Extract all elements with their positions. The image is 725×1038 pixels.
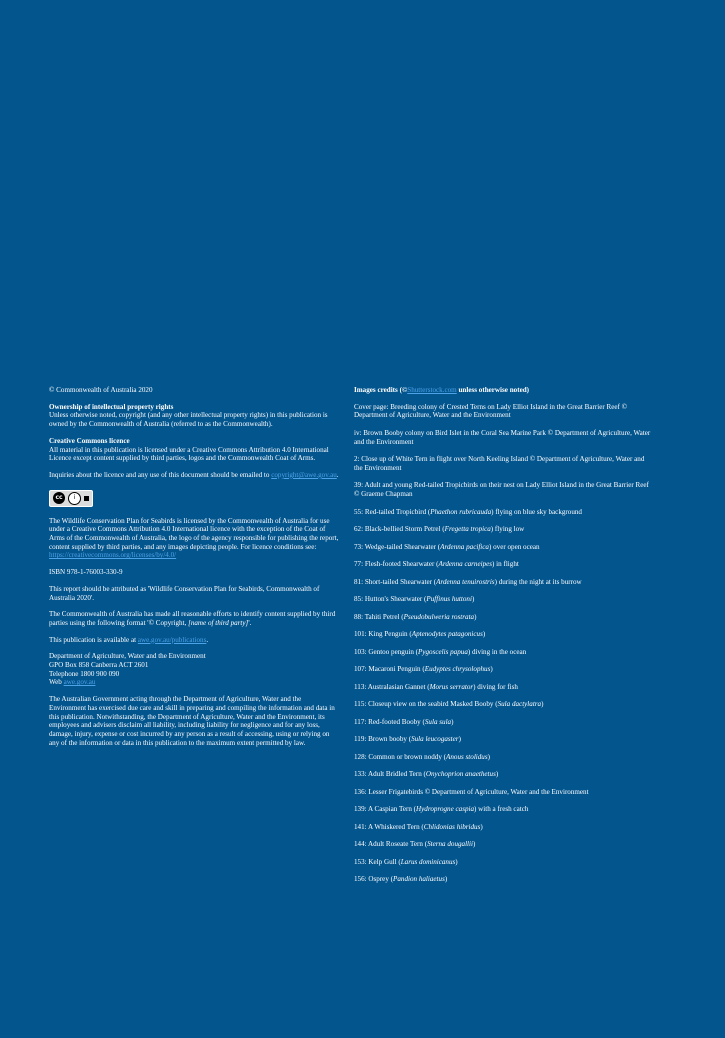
credit-item [354, 455, 654, 472]
credit-item [354, 613, 654, 622]
credit-text: 88: Tahiti Petrel ( [354, 612, 404, 621]
credit-scientific-name: Ardenna tenuirostris [436, 577, 495, 586]
credit-item [354, 683, 654, 692]
credit-text: 139: A Caspian Tern ( [354, 805, 417, 814]
credit-item [354, 700, 654, 709]
credit-text: Cover page: Breeding colony of Crested Terns on Lady Elliot Island in the Great Barrier Reef © Department of Agriculture, Water and the Environment [354, 402, 628, 420]
credit-item [354, 770, 654, 779]
credit-scientific-name: Sula dactylatra [497, 700, 542, 709]
credit-text: 101: King Penguin ( [354, 630, 412, 639]
cc-badge-strip [84, 496, 89, 501]
credits-list [354, 403, 654, 884]
credit-text-end: ) in flight [492, 560, 519, 569]
ownership-section [49, 403, 339, 429]
credit-text: 156: Osprey ( [354, 875, 394, 884]
credit-item [354, 648, 654, 657]
credit-text-end: ) over open ocean [488, 542, 540, 551]
credit-text: 2: Close up of White Tern in flight over North Keeling Island © Department of Agriculture, Water and the Environment [354, 455, 645, 472]
credit-text: 55: Red-tailed Tropicbird ( [354, 507, 431, 516]
credit-item [354, 508, 654, 517]
web-link[interactable]: awe.gov.au [63, 678, 96, 687]
credit-text-end: ) [455, 857, 458, 866]
credit-item [354, 788, 654, 797]
credit-text-end: ) diving for fish [473, 682, 518, 691]
credit-text: 103: Gentoo penguin ( [354, 647, 419, 656]
credit-text-end: ) [444, 875, 448, 884]
credit-item [354, 718, 654, 727]
credit-text: 141: A Whiskered Tern ( [354, 822, 424, 831]
credit-text: iv: Brown Booby colony on Bird Islet in the Coral Sea Marine Park © Department of Agriculture, Water and the Environment [354, 428, 651, 446]
licence-paragraph [49, 517, 339, 561]
inquiries-text: Inquiries about the licence and any use of this document should be emailed to [49, 470, 270, 479]
credit-item [354, 560, 654, 569]
image-credits-heading: Images credits [354, 386, 398, 394]
credit-scientific-name: Puffinus huttoni [426, 595, 472, 604]
credit-text-end: ) [490, 665, 493, 674]
credit-scientific-name: Hydroprogne caspia [416, 805, 475, 814]
licence-text: The Wildlife Conservation Plan for Seabirds is licensed by the Commonwealth of Australia for use under a Creative Commons Attribution 4.0 International licence with the exception of the Coat of Arms of the Commonwealth of Australia, the logo of the agency responsible for publishing the report, content supplied by third parties, and any images depicting people. For licence conditions see: [49, 516, 339, 551]
web-label: Web [49, 678, 62, 687]
credit-scientific-name: Onychoprion anaethetus [425, 770, 496, 779]
credit-item [354, 630, 654, 639]
credit-text-end: ) [480, 822, 483, 831]
image-credits-heading-close: unless otherwise noted) [456, 386, 530, 394]
credit-text: 113: Australasian Gannet ( [354, 682, 430, 691]
inquiries-paragraph [49, 471, 339, 480]
credit-scientific-name: Ardenna carneipes [438, 560, 493, 569]
credit-text-end: ) [451, 717, 454, 726]
credit-item [354, 735, 654, 744]
credit-text: 77: Flesh-footed Shearwater ( [354, 560, 439, 569]
licence-link[interactable]: https://creativecommons.org/licenses/by/4.0/ [49, 551, 177, 560]
credit-item [354, 429, 654, 446]
credit-text: 115: Closeup view on the seabird Masked Booby ( [354, 700, 498, 709]
image-credits-column [354, 386, 654, 893]
credit-text-end: ) [482, 630, 486, 639]
copyright-email-link[interactable]: copyright@awe.gov.au [271, 470, 337, 479]
credit-scientific-name: Eudyptes chrysolophus [424, 665, 491, 674]
dept-line: GPO Box 858 Canberra ACT 2601 [49, 661, 149, 670]
credit-text-end: ) [472, 840, 476, 849]
cc-licence-text: All material in this publication is licensed under a Creative Commons Attribution 4.0 International Licence except content supplied by third parties, logos and the Commonwealth Coat of Arms. [49, 445, 329, 463]
credit-text: 153: Kelp Gull ( [354, 857, 401, 866]
credit-scientific-name: Fregetta tropica [444, 525, 491, 534]
credit-text: 117: Red-footed Booby ( [354, 717, 425, 726]
image-credits-heading-open: (© [397, 386, 408, 394]
isbn: ISBN 978-1-76003-330-9 [49, 568, 123, 577]
credit-text-end: ) with a fresh catch [474, 805, 529, 814]
credit-scientific-name: Chlidonias hibridus [423, 822, 481, 831]
shutterstock-link[interactable]: Shutterstock.com [407, 386, 457, 394]
credit-text: 144: Adult Roseate Tern ( [354, 840, 428, 849]
credit-item [354, 840, 654, 849]
credit-text: 62: Black-bellied Storm Petrel ( [354, 525, 445, 534]
credit-scientific-name: Sula leucogaster [411, 735, 459, 744]
credit-text: 128: Common or brown noddy ( [354, 752, 447, 761]
credit-scientific-name: Sterna dougallii [427, 840, 473, 849]
department-address [49, 652, 339, 687]
credit-text-end: ) flying low [490, 525, 525, 534]
credit-text: 107: Macaroni Penguin ( [354, 665, 425, 674]
credit-item [354, 823, 654, 832]
credit-scientific-name: Anous stolidus [446, 752, 488, 761]
third-party-name: [name of third party] [188, 618, 249, 627]
credit-item [354, 525, 654, 534]
image-credits-heading-line [354, 386, 654, 395]
publications-link[interactable]: awe.gov.au/publications [137, 635, 207, 644]
credit-scientific-name: Phaethon rubricauda [430, 507, 492, 516]
credit-text: 133: Adult Bridled Tern ( [354, 770, 426, 779]
credit-text: 136: Lesser Frigatebirds © Department of Agriculture, Water and the Environment [354, 787, 589, 796]
credit-text-end: ) [458, 735, 461, 744]
credit-text: 119: Brown booby ( [354, 735, 412, 744]
third-party-text: The Commonwealth of Australia has made all reasonable efforts to identify content supplied by third parties using the following format '© Copyright, [49, 610, 336, 627]
dept-line: Department of Agriculture, Water and the Environment [49, 652, 206, 661]
ownership-text: Unless otherwise noted, copyright (and any other intellectual property rights) in this publication is owned by the Commonwealth of Australia (referred to as the Commonwealth). [49, 411, 328, 429]
credit-scientific-name: Pseudobulweria rostrata [403, 612, 475, 621]
credit-text-end: ) flying on blue sky background [491, 507, 582, 516]
dept-line: Telephone 1800 900 090 [49, 669, 120, 678]
cc-icon: cc [53, 492, 65, 504]
credit-item [354, 665, 654, 674]
credit-scientific-name: Larus dominicanus [400, 857, 456, 866]
credit-item [354, 595, 654, 604]
credit-text: 85: Hutton's Shearwater ( [354, 595, 427, 604]
credit-item [354, 805, 654, 814]
credit-text: 73: Wedge-tailed Shearwater ( [354, 542, 441, 551]
cc-licence-heading: Creative Commons licence [49, 436, 130, 445]
credit-text-end: ) during the night at its burrow [494, 577, 582, 586]
credit-scientific-name: Pandion haliaetus [393, 875, 445, 884]
credit-item [354, 481, 654, 498]
credit-text-end: ) diving in the ocean [467, 647, 527, 656]
disclaimer-paragraph: The Australian Government acting through the Department of Agriculture, Water and the Environment has exercised due care and skill in preparing and compiling the information and data in this publication. Notwithstanding, the Department of Agriculture, Water and the Environment, its employees and advisers disclaim all liability, including liability for negligence and for any loss, damage, injury, expense or cost incurred by any person as a result of accessing, using or relying on any of the information or data in this publication to the maximum extent permitted by law. [49, 695, 335, 747]
credit-scientific-name: Morus serrator [429, 682, 474, 691]
credit-scientific-name: Sula sula [424, 717, 452, 726]
availability-paragraph [49, 636, 339, 645]
copyright-column [49, 386, 339, 755]
credit-scientific-name: Ardenna pacifica [440, 542, 489, 551]
credit-item [354, 578, 654, 587]
creative-commons-by-icon[interactable] [49, 490, 93, 507]
copyright-line: © Commonwealth of Australia 2020 [49, 386, 153, 394]
credit-item [354, 543, 654, 552]
credit-text-end: ) [474, 612, 477, 621]
credit-text-end: ) [495, 770, 499, 779]
credit-item [354, 403, 654, 420]
third-party-end: '. [248, 618, 252, 627]
credit-item [354, 753, 654, 762]
by-attribution-icon: i [68, 492, 81, 505]
availability-end: . [206, 635, 209, 644]
credit-item [354, 858, 654, 867]
credit-text-end: ) [541, 700, 544, 709]
credit-text-end: ) [487, 752, 490, 761]
cc-licence-section [49, 437, 339, 463]
credit-text-end: ) [471, 595, 475, 604]
credit-text: 39: Adult and young Red-tailed Tropicbirds on their nest on Lady Elliot Island in the Great Barrier Reef © Graeme Chapman [354, 481, 649, 499]
credit-scientific-name: Aptenodytes patagonicus [411, 630, 483, 639]
inquiries-end: . [336, 470, 339, 479]
third-party-paragraph [49, 610, 339, 627]
availability-text: This publication is available at [49, 635, 137, 644]
credit-text: 81: Short-tailed Shearwater ( [354, 577, 437, 586]
ownership-heading: Ownership of intellectual property rights [49, 402, 174, 411]
credit-item [354, 875, 654, 884]
credit-scientific-name: Pygoscelis papua [418, 647, 468, 656]
attribution-paragraph: This report should be attributed as 'Wildlife Conservation Plan for Seabirds, Commonwealth of Australia 2020'. [49, 584, 320, 602]
